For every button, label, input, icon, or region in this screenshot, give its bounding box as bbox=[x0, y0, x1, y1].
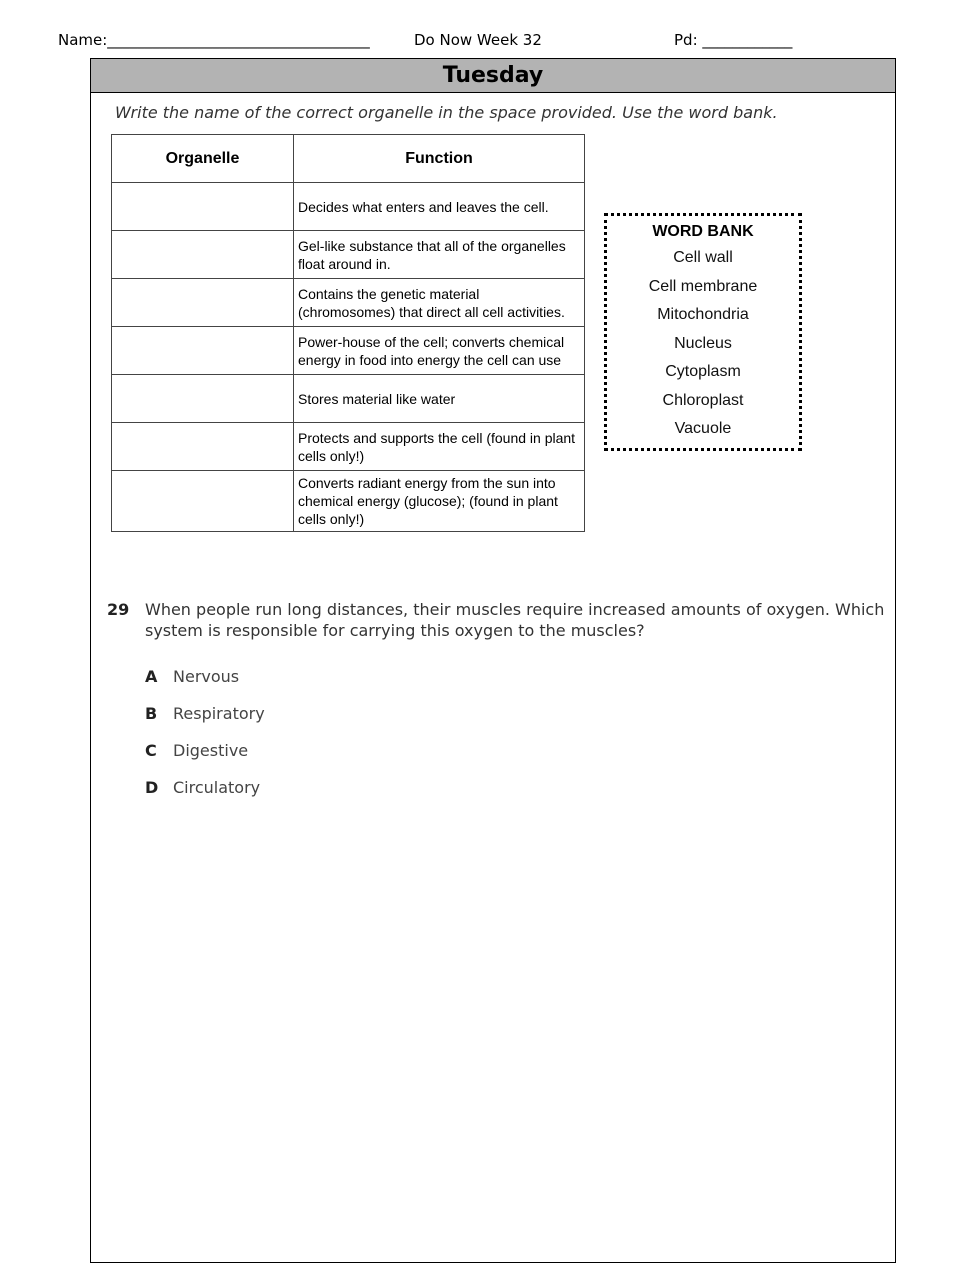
organelle-answer-cell[interactable] bbox=[112, 231, 294, 279]
table-row bbox=[112, 231, 585, 279]
worksheet-title: Do Now Week 32 bbox=[414, 31, 542, 49]
word-bank-title: WORD BANK bbox=[652, 223, 754, 240]
table-row bbox=[112, 327, 585, 375]
word-bank-item: Mitochondria bbox=[657, 306, 749, 323]
choice-letter: C bbox=[145, 741, 157, 760]
word-bank-item: Nucleus bbox=[674, 334, 732, 352]
word-bank-item: Chloroplast bbox=[662, 391, 744, 409]
day-heading: Tuesday bbox=[91, 59, 895, 93]
answer-choice-b[interactable] bbox=[145, 703, 265, 724]
answer-choice-d[interactable] bbox=[145, 777, 260, 798]
function-cell: Contains the genetic material (chromosomes) that direct all cell activities. bbox=[294, 279, 585, 327]
word-bank-item: Cytoplasm bbox=[665, 363, 741, 380]
function-cell: Stores material like water bbox=[294, 375, 585, 423]
answer-choice-c[interactable] bbox=[145, 740, 248, 761]
choice-letter: B bbox=[145, 704, 158, 723]
worksheet-frame bbox=[90, 58, 896, 1263]
instructions: Write the name of the correct organelle in the space provided. Use the word bank. bbox=[115, 103, 778, 122]
organelle-answer-cell[interactable] bbox=[112, 279, 294, 327]
function-cell: Power-house of the cell; converts chemical energy in food into energy the cell can use bbox=[294, 327, 585, 375]
organelle-answer-cell[interactable] bbox=[112, 375, 294, 423]
organelle-answer-cell[interactable] bbox=[112, 423, 294, 471]
table-row bbox=[112, 279, 585, 327]
period-field-label: Pd: ____________ bbox=[674, 31, 793, 49]
function-cell: Protects and supports the cell (found in plant cells only!) bbox=[294, 423, 585, 471]
word-bank-item: Cell membrane bbox=[648, 277, 758, 295]
function-cell: Decides what enters and leaves the cell. bbox=[294, 183, 585, 231]
organelle-answer-cell[interactable] bbox=[112, 471, 294, 532]
word-bank bbox=[604, 213, 802, 451]
name-field-label: Name:___________________________________ bbox=[58, 31, 370, 49]
table-row bbox=[112, 471, 585, 532]
column-header-organelle: Organelle bbox=[112, 135, 294, 183]
question-text: When people run long distances, their muscles require increased amounts of oxygen. Which system is responsible for carrying this oxygen to the muscles? bbox=[145, 600, 885, 640]
choice-text: Respiratory bbox=[173, 704, 265, 723]
organelle-table bbox=[111, 134, 585, 532]
column-header-function: Function bbox=[294, 135, 585, 183]
function-cell: Converts radiant energy from the sun into chemical energy (glucose); (found in plant cells only!) bbox=[294, 471, 585, 532]
table-row bbox=[112, 375, 585, 423]
function-cell: Gel-like substance that all of the organelles float around in. bbox=[294, 231, 585, 279]
choice-text: Digestive bbox=[173, 741, 249, 760]
organelle-answer-cell[interactable] bbox=[112, 327, 294, 375]
choice-letter: D bbox=[145, 778, 159, 797]
choice-letter: A bbox=[145, 667, 158, 686]
question-number: 29 bbox=[107, 600, 130, 619]
organelle-answer-cell[interactable] bbox=[112, 183, 294, 231]
answer-choice-a[interactable] bbox=[145, 666, 239, 687]
word-bank-item: Cell wall bbox=[673, 249, 733, 266]
choice-text: Circulatory bbox=[173, 778, 261, 797]
choice-text: Nervous bbox=[173, 667, 240, 686]
word-bank-item: Vacuole bbox=[674, 420, 732, 437]
table-row bbox=[112, 183, 585, 231]
table-row bbox=[112, 423, 585, 471]
